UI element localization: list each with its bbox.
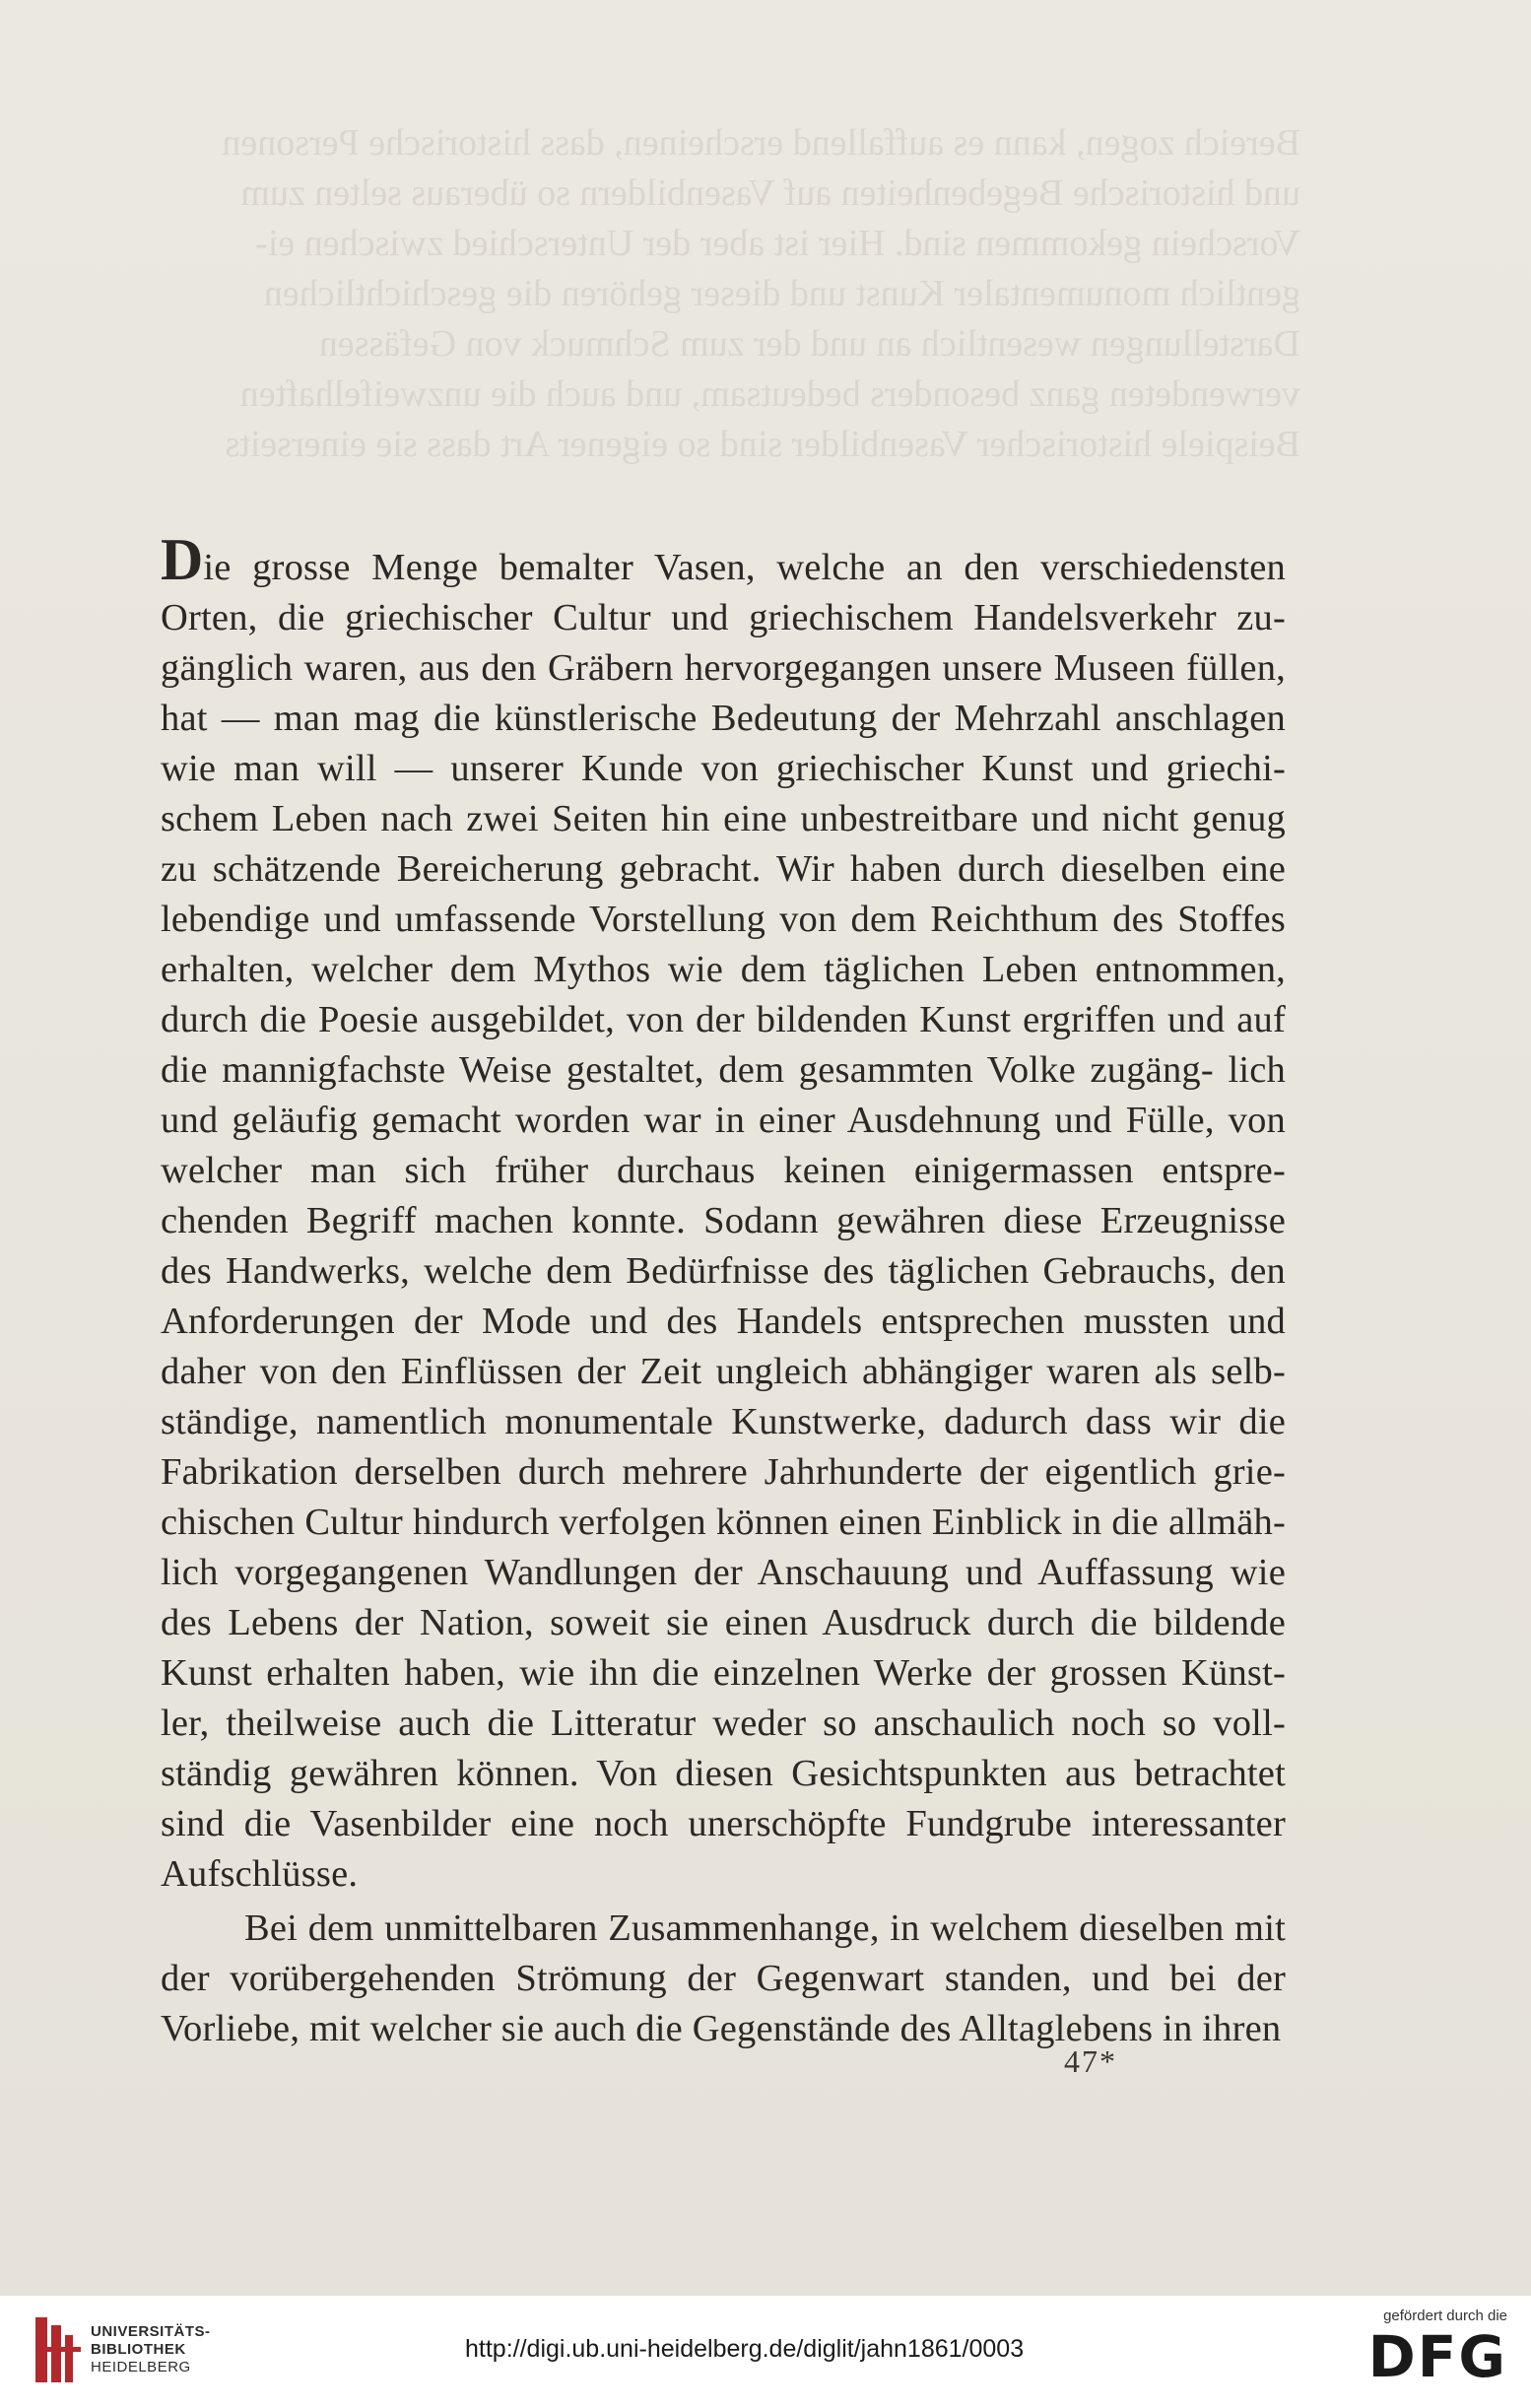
text-line: Kunst erhalten haben, wie ihn die einzelnen Werke der grossen Künst- [161, 1652, 1286, 1694]
drop-cap: D [161, 527, 204, 592]
text-line: durch die Poesie ausgebildet, von der bildenden Kunst ergriffen und [161, 999, 1237, 1040]
paragraph-1 [161, 527, 1286, 1900]
paragraph-2 [161, 1904, 1286, 2054]
permalink[interactable]: http://digi.ub.uni-heidelberg.de/diglit/jahn1861/0003 [465, 2335, 1025, 2363]
sponsor-text: gefördert durch die [1383, 2308, 1507, 2324]
text-line: erhalten, welcher dem Mythos wie dem täglichen Leben entnommen, [161, 949, 1286, 990]
text-line: chenden Begriff machen konnte. Sodann gewähren diese Erzeugnisse [161, 1200, 1286, 1241]
text-line: Orten, die griechischer Cultur und griechischem Handelsverkehr zu- [161, 597, 1286, 638]
text-line: lich und geläufig gemacht worden war in einer Ausdehnung und Fülle, [161, 1049, 1286, 1141]
text-line: ler, theilweise auch die Litteratur weder so anschaulich noch so voll- [161, 1703, 1286, 1744]
signature-mark: 47* [1064, 2043, 1117, 2079]
footer-bar [0, 2296, 1531, 2408]
sponsor-branding [1367, 2308, 1507, 2390]
text-line: der vorübergehenden Strömung der Gegenwart standen, und bei der [161, 1958, 1286, 1999]
text-line: von welcher man sich früher durchaus keinen einigermassen entspre- [161, 1100, 1286, 1191]
library-name: UNIVERSITÄTS- BIBLIOTHEK HEIDELBERG [91, 2323, 211, 2375]
library-branding [35, 2317, 211, 2382]
dfg-logo-icon: DFG [1367, 2323, 1507, 2390]
text-line: des Handwerks, welche dem Bedürfnisse des täglichen Gebrauchs, den [161, 1250, 1286, 1292]
text-line: lebendige und umfassende Vorstellung von dem Reichthum des Stoffes [161, 899, 1286, 940]
text-line: schem Leben nach zwei Seiten hin eine unbestreitbare und nicht genug [161, 798, 1286, 839]
text-line: Fabrikation derselben durch mehrere Jahrhunderte der eigentlich grie- [161, 1451, 1286, 1493]
text-line: Bei dem unmittelbaren Zusammenhange, in welchem dieselben mit [244, 1907, 1286, 1949]
text-line: wie man will — unserer Kunde von griechischer Kunst und griechi- [161, 748, 1286, 789]
text-line: ständige, namentlich monumentale Kunstwerke, dadurch dass wir die [161, 1401, 1286, 1442]
main-text [161, 527, 1286, 2054]
bleed-through: Bereich zogen, kann es auffallend erscheinen, dass historische Personen und historische Begebenheiten auf Vasenbildern so überaus selten zum Vorschein gekommen sind. Hier ist aber der Unterschied zwischen ei- gentlich monumentaler Kunst und dieser gehören die geschichtlichen Darstellungen wesentlich an und der zum Schmuck von Gefässen verwendeten ganz besonders bedeutsam, und auch die unzweifelhaften Beispiele historischer Vasenbilder sind so eigener Art dass sie einerseits [222, 122, 1300, 465]
text-line: ständig gewähren können. Von diesen Gesichtspunkten aus betrachtet [161, 1753, 1286, 1794]
text-line: lich vorgegangenen Wandlungen der Anschauung und Auffassung wie [161, 1552, 1286, 1593]
text-line: Vorliebe, mit welcher sie auch die Gegenstände des Alltaglebens in ihren [161, 2008, 1282, 2049]
text-line: chischen Cultur hindurch verfolgen können einen Einblick in die allmäh- [161, 1502, 1286, 1543]
text-line: auf die mannigfachste Weise gestaltet, dem gesammten Volke zugäng- [161, 999, 1286, 1091]
text-line: daher von den Einflüssen der Zeit ungleich abhängiger waren als selb- [161, 1351, 1286, 1392]
text-line: gänglich waren, aus den Gräbern hervorgegangen unsere Museen füllen, [161, 647, 1286, 689]
text-line: hat — man mag die künstlerische Bedeutung der Mehrzahl anschlagen [161, 698, 1286, 739]
text-line: Aufschlüsse. [161, 1853, 359, 1895]
library-logo-icon [35, 2317, 81, 2382]
text-line: ie grosse Menge bemalter Vasen, welche an den verschiedensten [203, 547, 1286, 588]
text-line: des Lebens der Nation, soweit sie einen Ausdruck durch die bildende [161, 1602, 1286, 1643]
text-line: zu schätzende Bereicherung gebracht. Wir haben durch dieselben eine [161, 848, 1286, 890]
text-line: Anforderungen der Mode und des Handels entsprechen mussten und [161, 1301, 1286, 1342]
text-line: sind die Vasenbilder eine noch unerschöpfte Fundgrube interessanter [161, 1803, 1286, 1844]
